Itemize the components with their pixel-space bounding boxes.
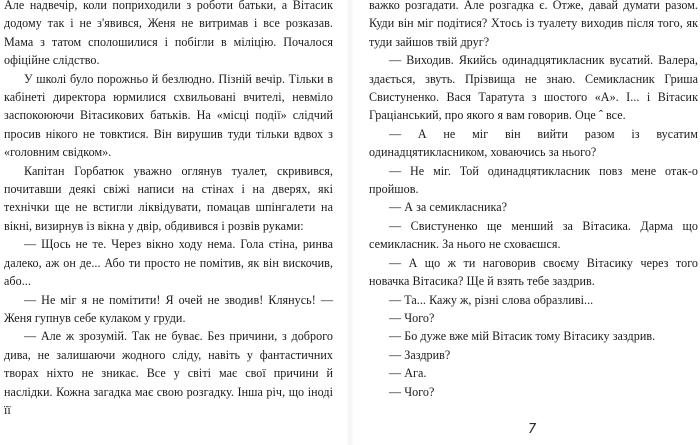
dialogue-line: — А не міг він вийти разом із вусатим одинадцятикласником, ховаючись за нього? [369, 126, 698, 160]
dialogue-line: — Не міг я не помітити! Я очей не зводив! Клянусь! — Женя гупнув себе кулаком у груди. [4, 292, 333, 325]
paragraph: Капітан Горбатюк уважно оглянув туалет, скривився, почитавши деякі свіжі написи на стінах і на дверях, які технічки ще не встигли ліквідувати, помацав шпінгалети на вікні, визирнув із вікна у двір, обдивився і розвів руками: [4, 163, 333, 233]
paragraph: Але надвечір, коли поприходили з роботи батьки, а Вітасик додому так і не з'явився, Женя не витримав і все розказав. Мама з татом сполошилися і побігли в міліцію. Почалося офіційне слідство. [4, 0, 333, 68]
dialogue-line: — Свистуненко ще менший за Вітасика. Дарма що семикласник. За нього не сховаєшся. [369, 218, 698, 252]
dialogue-line: — Чого? [389, 384, 435, 399]
paragraph: У школі було порожньо й безлюдно. Пізній вечір. Тільки в кабінеті директора юрмилися схвильовані вчителі, невміло заспокоюючи Вітасикових батьків. На «місці події» слідчий просив нікого не товктися. Він вирушив туди тільки вдвох з «головним свідком». [4, 71, 333, 160]
dialogue-line: — Але ж зрозумій. Так не буває. Без причини, з доброго дива, не залишаючи жодного сліду, навіть у фантастичних творах ніхто не зникає. Все у світі має свої причини й наслідки. Кожна загадка має свою розгадку. Інша річ, що іноді її [4, 329, 333, 417]
dialogue-line: — Щось не те. Через вікно ходу нема. Гола стіна, ринва далеко, аж он де... Або ти просто не помітив, як він вискочив, або... [4, 237, 333, 289]
dialogue-line: — А що ж ти наговорив своєму Вітасику через того новачка Вітасика? Ще й взять тебе заздрив. [369, 255, 698, 289]
dialogue-line: — Виходив. Якийсь одинадцятикласник вусатий. Валера, здається, звуть. Прізвища не знаю. Семикласник Гриша Свистуненко. Вася Таратута з шостого «А». І... і Вітасик Граціанський, про якого я вам говорив. Оце ˆ все. [369, 53, 698, 123]
dialogue-line: — Не міг. Той одинадцятикласник повз мене отак-о пройшов. [369, 163, 698, 197]
book-gutter [346, 0, 354, 445]
dialogue-line: — Та... Кажу ж, різні слова образливі... [389, 292, 594, 307]
left-page-text [4, 0, 333, 419]
right-page-text [369, 0, 698, 401]
dialogue-line: — Бо дуже вже мій Вітасик тому Вітасику заздрив. [389, 329, 656, 344]
page-number: 7 [528, 422, 537, 437]
dialogue-line: — Ага. [389, 366, 427, 381]
dialogue-line: — А за семикласника? [389, 200, 508, 215]
dialogue-line: — Чого? [389, 310, 435, 325]
dialogue-line: — Заздрив? [389, 347, 451, 362]
paragraph: важко розгадати. Але розгадка є. Отже, давай думати разом. Куди він міг подітися? Хтось із туалету виходив після того, як туди зайшов твій друг? [369, 0, 698, 49]
